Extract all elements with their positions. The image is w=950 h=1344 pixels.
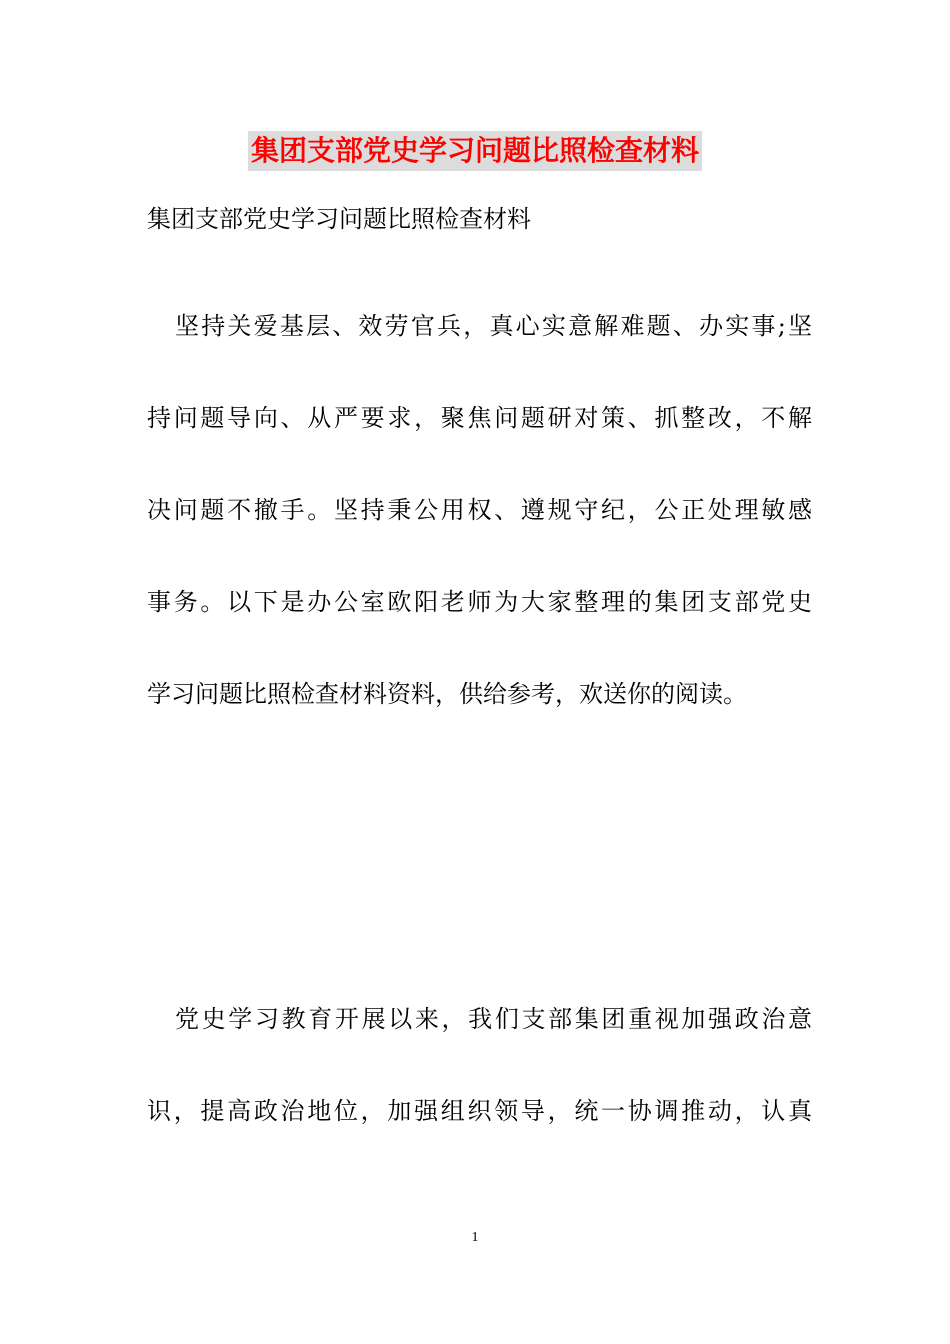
paragraph-body	[147, 999, 812, 1183]
paragraph-line: 决问题不撤手。坚持秉公用权、遵规守纪，公正处理敏感	[147, 496, 812, 524]
document-title: 集团支部党史学习问题比照检查材料	[248, 131, 702, 171]
paragraph-line: 坚持关爱基层、效劳官兵，真心实意解难题、办实事;坚	[175, 312, 812, 340]
paragraph-line: 事务。以下是办公室欧阳老师为大家整理的集团支部党史	[147, 588, 812, 616]
paragraph-line: 识，提高政治地位，加强组织领导，统一协调推动，认真	[147, 1097, 812, 1125]
paragraph-line: 持问题导向、从严要求，聚焦问题研对策、抓整改，不解	[147, 404, 812, 432]
paragraph-line: 党史学习教育开展以来，我们支部集团重视加强政治意	[175, 1005, 812, 1033]
paragraph-intro	[147, 306, 812, 766]
page-number: 1	[471, 1230, 479, 1245]
title-container	[0, 131, 950, 171]
paragraph-line: 学习问题比照检查材料资料，供给参考，欢送你的阅读。	[147, 680, 747, 708]
document-subtitle: 集团支部党史学习问题比照检查材料	[147, 205, 531, 233]
